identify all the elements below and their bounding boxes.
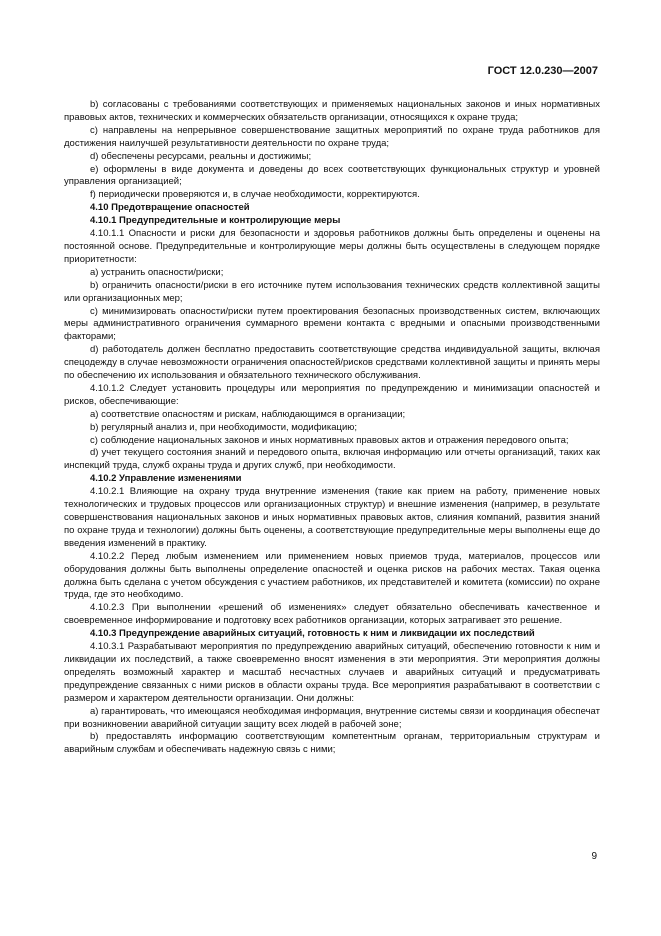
body-paragraph: d) обеспечены ресурсами, реальны и достижимы; [90, 150, 312, 162]
body-paragraph: f) периодически проверяются и, в случае необходимости, корректируются. [90, 189, 420, 201]
section-heading: 4.10.3 Предупреждение аварийных ситуаций, готовность к ним и ликвидации их последствий [90, 628, 535, 640]
body-paragraph: b) ограничить опасности/риски в его источнике путем использования технических средств коллективной защиты или организационных мер; [64, 279, 600, 304]
body-paragraph: b) предоставлять информацию соответствующим компетентным органам, территориальным структурам и аварийным службам и обеспечивать надежную связь с ними; [64, 731, 600, 756]
body-paragraph: b) согласованы с требованиями соответствующих и применяемых национальных законов и иных нормативных правовых актов, технических и коммерческих обязательств организации, относящихся к охране труда; [64, 99, 600, 123]
body-paragraph: 4.10.3.1 Разрабатывают мероприятия по предупреждению аварийных ситуаций, обеспечению готовности к ним и ликвидации их последствий, а также своевременно вносят изменения в эти мероприятия. Эти мероприятия должны определять возможный характер и масштаб несчастных случаев и аварийных ситуаций и предусматривать предупреждение связанных с ними рисков в области охраны труда. Все мероприятия разрабатывают в соответствии с размером и характером деятельности организации. Они должны: [64, 641, 600, 704]
body-paragraph: а) устранить опасности/риски; [90, 266, 224, 278]
body-paragraph: 4.10.2.2 Перед любым изменением или применением новых приемов труда, материалов, процессов или оборудования должны быть выполнены определение опасностей и оценка рисков на рабочих местах. Такая оценка должна быть сделана с учетом обсуждения с участием работников, их представителей и комитета (комиссии) по охране труда, где это необходимо. [64, 550, 600, 601]
body-paragraph: d) работодатель должен бесплатно предоставить соответствующие средства индивидуальной защиты, включая спецодежду в случае невозможности ограничения опасностей/рисков средствами коллективной защиты и принять меры по обеспечению их использования и обязательного технического обслуживания. [64, 344, 600, 382]
section-heading: 4.10 Предотвращение опасностей [90, 202, 250, 214]
body-paragraph: b) регулярный анализ и, при необходимости, модификацию; [90, 421, 358, 433]
body-paragraph: с) направлены на непрерывное совершенствование защитных мероприятий по охране труда работников для достижения наилучшей результативности деятельности по охране труда; [64, 124, 600, 149]
section-heading: 4.10.1 Предупредительные и контролирующие меры [90, 215, 341, 227]
page-number: 9 [591, 851, 597, 862]
body-paragraph: 4.10.2.3 При выполнении «решений об изменениях» следует обязательно обеспечивать качественное и своевременное информирование и подготовку всех работников организации, которых затрагивает это решение. [64, 602, 600, 627]
body-paragraph: 4.10.1.1 Опасности и риски для безопасности и здоровья работников должны быть определены и оценены на постоянной основе. Предупредительные и контролирующие меры должны быть осуществлены в следующем порядке приоритетности: [64, 228, 600, 265]
body-paragraph: 4.10.1.2 Следует установить процедуры или мероприятия по предупреждению и минимизации опасностей и рисков, обеспечивающие: [64, 382, 600, 407]
body-paragraph: 4.10.2.1 Влияющие на охрану труда внутренние изменения (такие как прием на работу, применение новых технологических и трудовых процессов или организационных структур) и внешние изменения (например, в результате совершенствования национальных законов и иных нормативных правовых актов, слияния компаний, развития знаний по охране труда и технологии) должны быть оценены, а соответствующие предупредительные меры выполнены еще до введения изменений в практику. [64, 486, 600, 549]
standard-id-header: ГОСТ 12.0.230—2007 [487, 65, 598, 77]
body-paragraph: а) гарантировать, что имеющаяся необходимая информация, внутренние системы связи и координация обеспечат при возникновении аварийной ситуации защиту всех людей в рабочей зоне; [64, 705, 600, 730]
document-body [64, 99, 600, 757]
body-paragraph: с) соблюдение национальных законов и иных нормативных правовых актов и отражения передового опыта; [90, 434, 569, 446]
body-paragraph: d) учет текущего состояния знаний и передового опыта, включая информацию или отчеты организаций, таких как инспекций труда, служб охраны труда и других служб, при необходимости. [64, 447, 600, 472]
body-paragraph: с) минимизировать опасности/риски путем проектирования безопасных производственных систем, включающих меры административного ограничения суммарного времени контакта с вредными и опасными производственными факторами; [64, 305, 600, 343]
section-heading: 4.10.2 Управление изменениями [90, 473, 242, 485]
body-paragraph: е) оформлены в виде документа и доведены до всех соответствующих функциональных структур и уровней управления организацией; [64, 163, 600, 188]
body-paragraph: а) соответствие опасностям и рискам, наблюдающимся в организации; [90, 408, 406, 420]
